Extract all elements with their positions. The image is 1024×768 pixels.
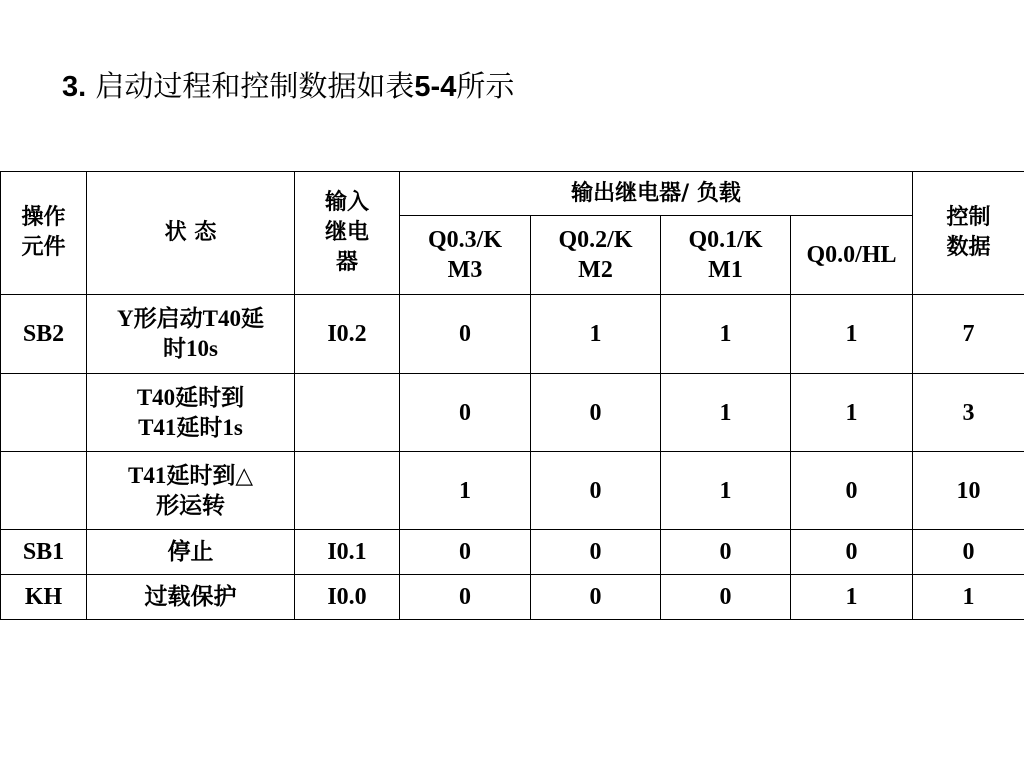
cell-q00: 0 [791, 452, 913, 530]
header-state: 状 态 [87, 172, 295, 295]
cell-q03: 1 [400, 452, 531, 530]
cell-operator: KH [1, 575, 87, 620]
cell-operator: SB1 [1, 530, 87, 575]
cell-control-data: 3 [913, 374, 1024, 452]
cell-q01: 1 [661, 452, 791, 530]
cell-q03: 0 [400, 295, 531, 374]
cell-q02: 0 [531, 374, 661, 452]
cell-input: I0.1 [295, 530, 400, 575]
table-row [1, 374, 1024, 452]
table-row [1, 452, 1024, 530]
header-output-q00: Q0.0/HL [791, 216, 913, 295]
cell-control-data: 1 [913, 575, 1024, 620]
cell-state: Y形启动T40延时10s [87, 295, 295, 374]
table-row [1, 295, 1024, 374]
cell-q03: 0 [400, 575, 531, 620]
cell-input [295, 452, 400, 530]
cell-q03: 0 [400, 530, 531, 575]
cell-state: 停止 [87, 530, 295, 575]
title-table-ref: 5-4 [414, 71, 457, 103]
cell-operator: SB2 [1, 295, 87, 374]
header-control-data: 控制数据 [913, 172, 1024, 295]
header-output-q02: Q0.2/KM2 [531, 216, 661, 295]
slide-title [62, 66, 514, 107]
title-suffix: 所示 [456, 69, 515, 103]
cell-input: I0.0 [295, 575, 400, 620]
cell-q02: 1 [531, 295, 661, 374]
cell-state: T41延时到△形运转 [87, 452, 295, 530]
cell-q02: 0 [531, 575, 661, 620]
cell-operator [1, 452, 87, 530]
cell-q01: 0 [661, 530, 791, 575]
cell-q01: 0 [661, 575, 791, 620]
cell-input: I0.2 [295, 295, 400, 374]
cell-q02: 0 [531, 530, 661, 575]
title-number: 3. [62, 71, 87, 103]
cell-control-data: 0 [913, 530, 1024, 575]
header-output-group: 输出继电器/ 负载 [400, 172, 913, 216]
header-operator: 操作元件 [1, 172, 87, 295]
header-output-q03: Q0.3/KM3 [400, 216, 531, 295]
cell-q03: 0 [400, 374, 531, 452]
table-row [1, 530, 1024, 575]
title-text: 启动过程和控制数据如表 [95, 69, 415, 103]
cell-control-data: 7 [913, 295, 1024, 374]
cell-q01: 1 [661, 295, 791, 374]
cell-q00: 1 [791, 374, 913, 452]
cell-q00: 1 [791, 295, 913, 374]
cell-operator [1, 374, 87, 452]
cell-q00: 1 [791, 575, 913, 620]
cell-state: T40延时到T41延时1s [87, 374, 295, 452]
cell-q01: 1 [661, 374, 791, 452]
table-row [1, 575, 1024, 620]
cell-state: 过载保护 [87, 575, 295, 620]
header-input-relay: 输入继电器 [295, 172, 400, 295]
header-output-q01: Q0.1/KM1 [661, 216, 791, 295]
cell-q00: 0 [791, 530, 913, 575]
cell-q02: 0 [531, 452, 661, 530]
control-data-table [0, 171, 1024, 620]
cell-control-data: 10 [913, 452, 1024, 530]
cell-input [295, 374, 400, 452]
